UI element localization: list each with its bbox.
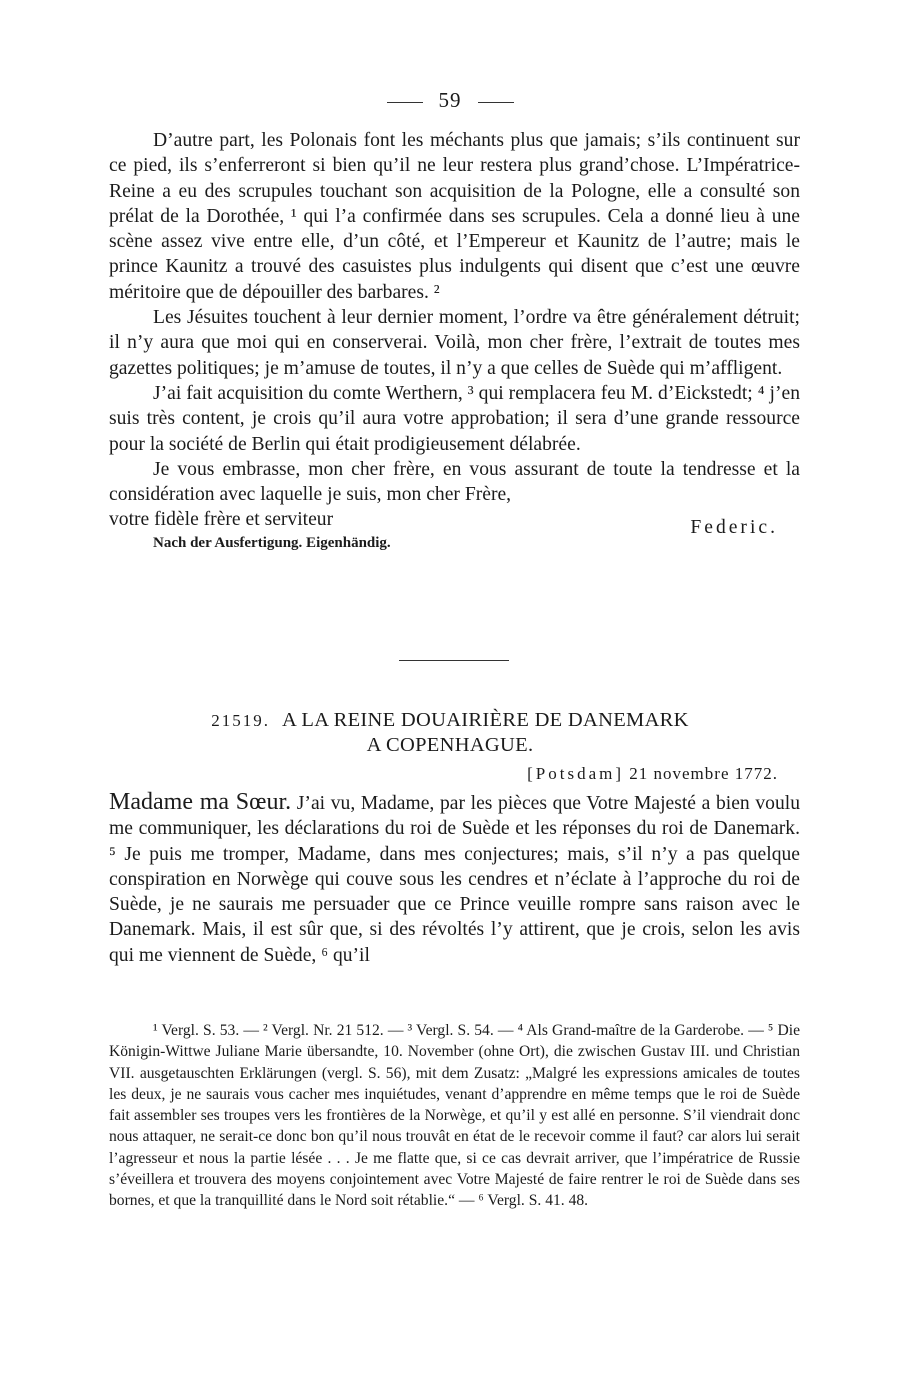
paragraph-1: D’autre part, les Polonais font les méchants plus que jamais; s’ils continuent sur ce pied, ils s’enferreront si bien qu’il ne leur restera plus grand’chose. L’Impératrice-Reine a eu des scrupules touchant son acquisition de la Pologne, elle a consulté son prélat de la Dorothée, ¹ qui l’a confirmée dans ses scrupules. Cela a donné lieu à une scène assez vive entre elle, d’un côté, et l’Empereur et Kaunitz de l’autre; mais le prince Kaunitz a trouvé des casuistes plus indulgents qui disent que c’est une œuvre méritoire que de dépouiller des barbares. ² [109, 130, 800, 303]
page-number: 59 [438, 88, 462, 112]
paragraph-3: J’ai fait acquisition du comte Werthern, ³ qui remplacera feu M. d’Eickstedt; ⁴ j’en suis très content, je crois qu’il aura votre approbation; il sera d’une grande ressource pour la société de Berlin qui était prodigieusement délabrée. [109, 382, 800, 455]
letter-1-body [109, 128, 800, 553]
source-note: Nach der Ausfertigung. Eigenhändig. [153, 534, 391, 551]
section-divider [399, 660, 509, 661]
closing-line: votre fidèle frère et serviteur [109, 509, 334, 531]
footnote-text: ¹ Vergl. S. 53. — ² Vergl. Nr. 21 512. — ³ Vergl. S. 54. — ⁴ Als Grand-maître de la Garderobe. — ⁵ Die Königin-Wittwe Juliane Marie übersandte, 10. November (ohne Ort), die zwischen Gustav III. und Christian VII. ausgetauschten Erklärungen (vergl. S. 56), mit dem Zusatz: „Malgré les expressions amicales de toutes les deux, je ne saurais vous cacher mes inquiétudes, venant d’apprendre en même temps que le roi de Suède fait assembler ses troupes vers les frontières de la Norwège, et qu’il y est allé en personne. S’il viendrait donc nous attaquer, ne serait-ce donc bon qu’il nous trouvât en état de le recevoir comme il faut? car alors lui serait l’agresseur et nous la partie lésée . . . Je me flatte que, si ce cas devrait arriver, que l’impératrice de Russie s’éveillera et trouvera des moyens conjointement avec Votre Majesté de faire rentrer le roi de Suède dans ses bornes, et que la tranquillité dans le Nord soit rétablie.“ — ⁶ Vergl. S. 41. 48. [109, 1022, 800, 1210]
letter-2-title [0, 708, 900, 758]
dateline-date: 21 novembre 1772. [629, 764, 778, 783]
title-line-2: A COPENHAGUE. [366, 734, 534, 756]
dateline [527, 764, 778, 784]
paragraph-4: Je vous embrasse, mon cher frère, en vous assurant de toute la tendresse et la considération avec laquelle je suis, mon cher Frère, [109, 458, 800, 506]
title-line-1: A LA REINE DOUAIRIÈRE DE DANEMARK [281, 709, 689, 731]
letter-number: 21519. [211, 711, 270, 730]
letter-2-text: J’ai vu, Madame, par les pièces que Votre Majesté a bien voulu me communiquer, les déclarations du roi de Suède et les réponses du roi de Danemark. ⁵ Je puis me tromper, Madame, dans mes conjectures; mais, s’il n’y a pas quelque conspiration en Norwège qui couve sous les cendres et n’éclate à l’approche du roi de Suède, je ne saurais me persuader que ce Prince veuille rompre sans raison avec le Danemark. Mais, il est sûr que, si des révoltés l’y attirent, que je crois, selon les avis qui me viennent de Suède, ⁶ qu’il [109, 793, 800, 966]
dateline-place: [Potsdam] [527, 764, 625, 783]
signature: Federic. [690, 517, 778, 539]
salutation: Madame ma Sœur. [109, 789, 292, 815]
header-dash-right [478, 102, 514, 103]
letter-2-paragraph [109, 790, 800, 968]
closing-block [109, 507, 800, 539]
running-header [0, 88, 900, 113]
paragraph-2: Les Jésuites touchent à leur dernier moment, l’ordre va être généralement détruit; il n’y aura que moi qui en conserverai. Voilà, mon cher frère, l’extrait de toutes mes gazettes politiques; je m’amuse de toutes, il n’y a que celles de Suède qui m’affligent. [109, 307, 800, 379]
header-dash-left [387, 102, 423, 103]
letter-2-body [109, 790, 800, 968]
footnotes [109, 1020, 800, 1212]
